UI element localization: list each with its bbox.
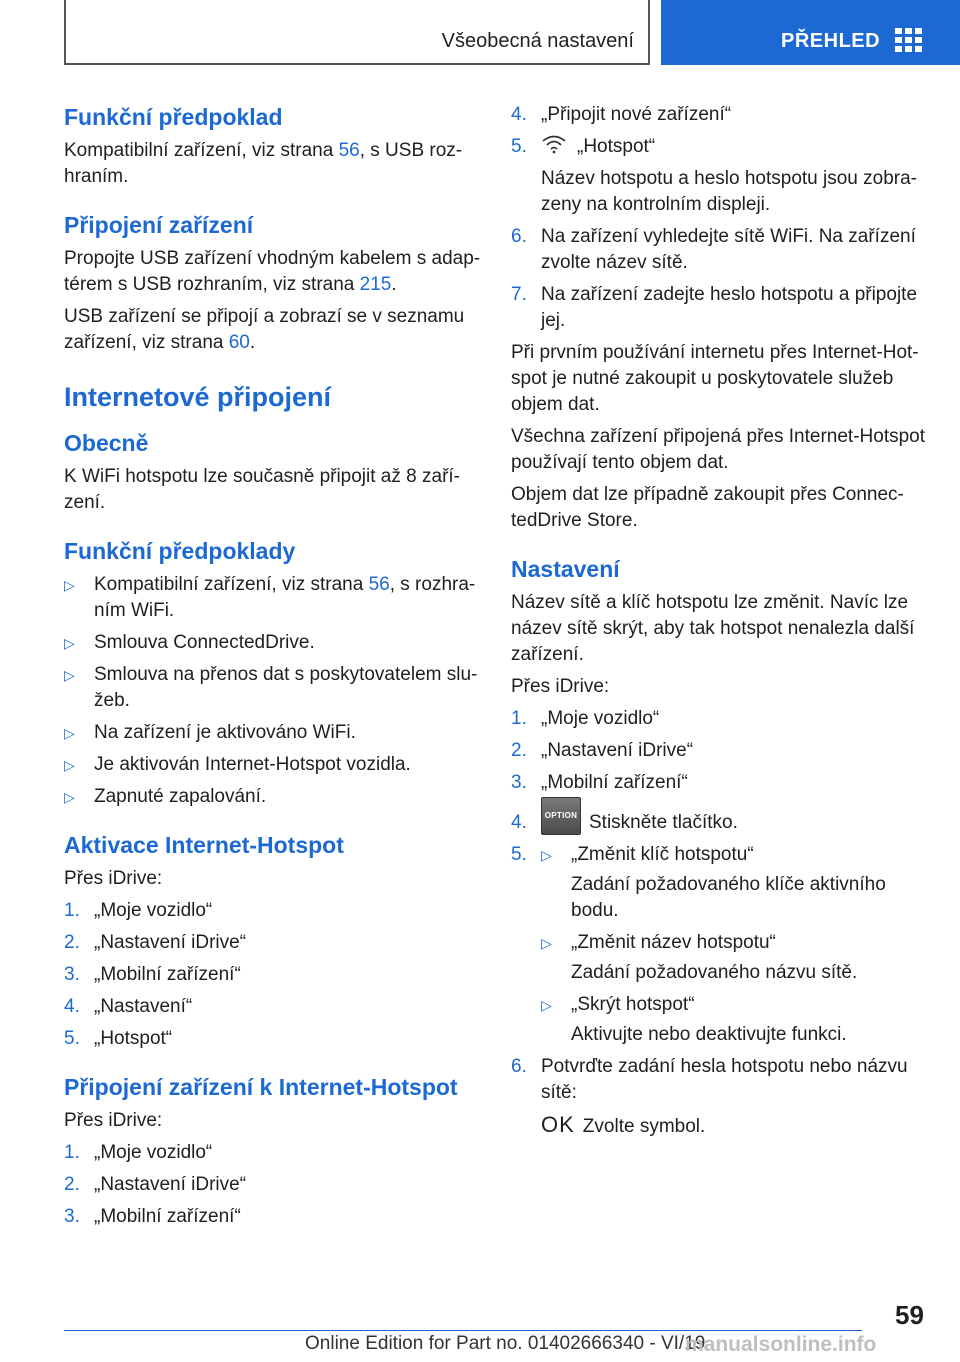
paragraph: Objem dat lze případně zakoupit přes Connec‐ tedDrive Store. [511,484,904,531]
paragraph: Název sítě a klíč hotspotu lze změnit. Navíc lze název sítě skrýt, aby tak hotspot nenalezla další zařízení. [511,592,915,665]
list-item: ▷ Smlouva na přenos dat s poskytovatelem slu‐ žeb. [64,664,478,711]
section-header-box [64,0,650,65]
numbered-list [64,898,484,1052]
sub-list-item: ▷ „Změnit klíč hotspotu“ [541,842,931,868]
list-item: 4. „Nastavení“ [64,996,193,1017]
triangle-bullet-icon: ▷ [541,847,552,863]
page-header [0,0,960,66]
heading-internetove-pripojeni: Internetové připojení [64,382,332,412]
list-item: 6. Na zařízení vyhledejte sítě WiFi. Na zařízení zvolte název sítě. [511,226,916,273]
list-item: 6. Potvrďte zadání hesla hotspotu nebo názvu sítě: [511,1056,908,1103]
paragraph: Kompatibilní zařízení, viz strana 56, s USB roz‐ hraním. [64,140,463,187]
list-item: ▷ Zapnuté zapalování. [64,784,484,810]
list-item: 5. „Hotspot“ [511,134,931,160]
heading-aktivace-hotspot: Aktivace Internet-Hotspot [64,832,344,858]
grid-icon [895,28,923,52]
bullet-list [64,572,484,810]
list-item: 3. „Mobilní zařízení“ [64,964,241,985]
list-item: ▷ Kompatibilní zařízení, viz strana 56, s rozhra‐ ním WiFi. [64,574,476,621]
page-number: 59 [895,1300,924,1330]
triangle-bullet-icon: ▷ [64,757,75,773]
heading-funkcni-predpoklady: Funkční předpoklady [64,538,296,564]
edition-text: Online Edition for Part no. 01402666340 - VI/19 [305,1333,706,1354]
list-item: 4. OPTION Stiskněte tlačítko. [511,810,931,836]
list-item: 1. „Moje vozidlo“ [64,1142,213,1163]
paragraph: Přes iDrive: [64,868,163,889]
list-item: 7. Na zařízení zadejte heslo hotspotu a připojte jej. [511,284,918,331]
list-item: 2. „Nastavení iDrive“ [64,1174,247,1195]
list-item: 1. „Moje vozidlo“ [511,708,660,729]
list-item: ▷ Na zařízení je aktivováno WiFi. [64,720,484,746]
paragraph: Zadání požadovaného klíče aktivního bodu. [571,874,886,921]
paragraph: Název hotspotu a heslo hotspotu jsou zobra‐ zeny na kontrolním displeji. [541,168,918,215]
overview-tab[interactable] [661,0,960,65]
paragraph: Zadání požadovaného názvu sítě. [571,962,858,983]
sub-list-item: ▷ „Skrýt hotspot“ [541,992,931,1018]
paragraph: K WiFi hotspotu lze současně připojit až 8 zaří‐ zení. [64,466,461,513]
paragraph: Propojte USB zařízení vhodným kabelem s adap‐ térem s USB rozhraním, viz strana 215. [64,248,481,295]
overview-tab-label: PŘEHLED [781,30,881,52]
paragraph: USB zařízení se připojí a zobrazí se v seznamu zařízení, viz strana 60. [64,306,465,353]
sub-list-item: ▷ „Změnit název hotspotu“ [541,930,931,956]
footer-divider [64,1330,862,1331]
list-item: 2. „Nastavení iDrive“ [511,740,694,761]
paragraph: Aktivujte nebo deaktivujte funkci. [571,1024,847,1045]
paragraph: Všechna zařízení připojená přes Internet-Hotspot používají tento objem dat. [511,426,926,473]
list-item: 1. „Moje vozidlo“ [64,900,213,921]
paragraph: OK Zvolte symbol. [541,1112,706,1137]
option-button-icon: OPTION [541,797,581,835]
numbered-list [64,1140,484,1230]
triangle-bullet-icon: ▷ [64,577,75,593]
triangle-bullet-icon: ▷ [541,935,552,951]
triangle-bullet-icon: ▷ [64,667,75,683]
section-title: Všeobecná nastavení [441,30,634,52]
list-item: 4. „Připojit nové zařízení“ [511,104,732,125]
triangle-bullet-icon: ▷ [541,997,552,1013]
right-column [511,102,931,1146]
page-link[interactable]: 56 [338,140,360,161]
triangle-bullet-icon: ▷ [64,635,75,651]
list-item: ▷ Smlouva ConnectedDrive. [64,630,484,656]
list-item: 5. ▷ „Změnit klíč hotspotu“ Zadání požadovaného klíče aktivního bodu. ▷ „Změnit název hotspotu“ Zadání požadovaného názvu sítě. ▷ „Skrýt hotspot“ Aktivujte nebo deaktivujte funkci. [511,842,931,1048]
heading-pripojeni-zarizeni: Připojení zařízení [64,212,254,238]
heading-pripojeni-k-hotspot: Připojení zařízení k Internet-Hotspot [64,1074,458,1100]
triangle-bullet-icon: ▷ [64,789,75,805]
heading-nastaveni: Nastavení [511,556,620,582]
wifi-icon [541,134,567,154]
triangle-bullet-icon: ▷ [64,725,75,741]
heading-obecne: Obecně [64,430,149,456]
list-item: 2. „Nastavení iDrive“ [64,932,247,953]
ok-symbol-icon: OK [541,1112,575,1137]
paragraph: Při prvním používání internetu přes Internet-Hot‐ spot je nutné zakoupit u poskytovatele služeb objem dat. [511,342,919,415]
paragraph: Přes iDrive: [511,676,610,697]
watermark: manualsonline.info [685,1333,877,1356]
page-link[interactable]: 60 [228,332,250,353]
list-item: ▷ Je aktivován Internet-Hotspot vozidla. [64,752,484,778]
list-item: 3. „Mobilní zařízení“ [64,1206,241,1227]
list-item: 5. „Hotspot“ [64,1028,173,1049]
paragraph: Přes iDrive: [64,1110,163,1131]
heading-funkcni-predpoklad: Funkční předpoklad [64,104,283,130]
page-link[interactable]: 215 [359,274,392,295]
left-column [64,102,484,1236]
page-link[interactable]: 56 [368,574,390,595]
list-item: 3. „Mobilní zařízení“ [511,772,688,793]
